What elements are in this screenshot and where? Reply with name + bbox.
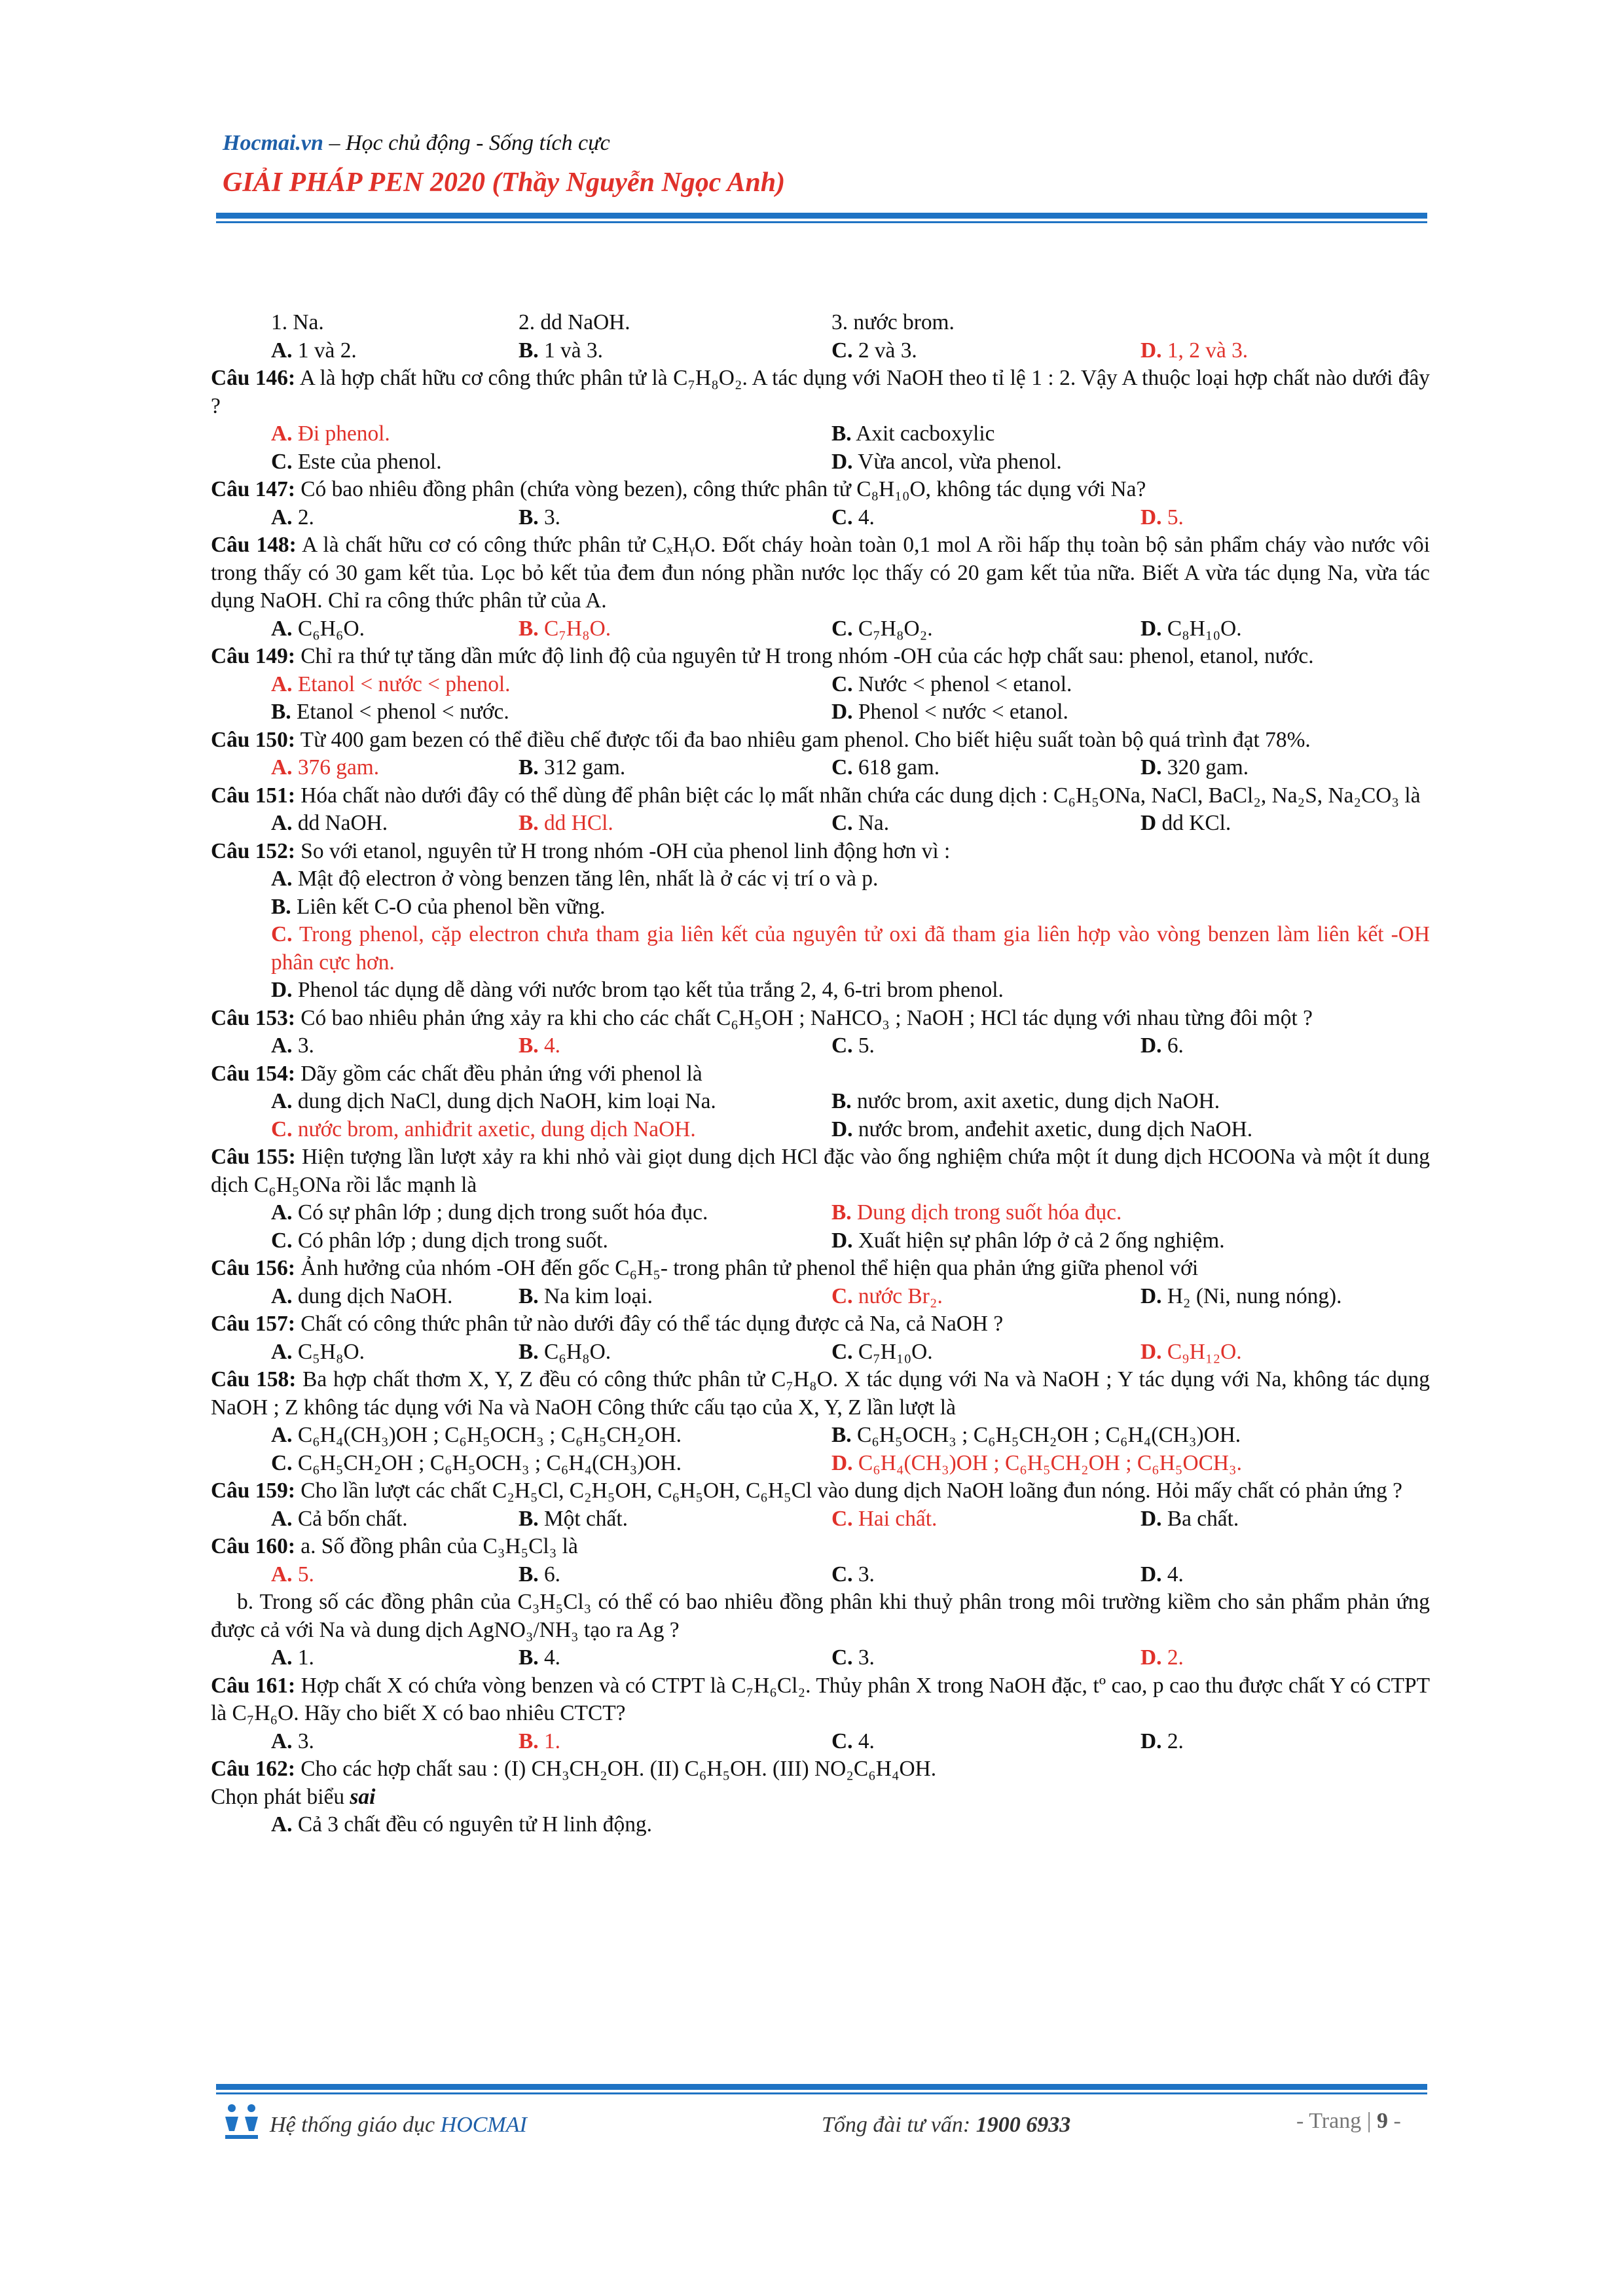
answer-option[interactable]: B. Etanol < phenol < nước.: [271, 700, 509, 724]
question-number: Câu 162:: [211, 1757, 295, 1781]
footer-left-text: Hệ thống giáo dục HOCMAI: [270, 2113, 527, 2137]
answer-option[interactable]: D. 1, 2 và 3.: [1140, 338, 1249, 363]
answer-row: [211, 1116, 1430, 1144]
answer-row: [211, 309, 1430, 337]
answer-row: [211, 1505, 1430, 1534]
question-text: Câu 150: Từ 400 gam bezen có thể điều chế được tối đa bao nhiêu gam phenol. Cho biết hiệu suất toàn bộ quá trình đạt 78%.: [211, 727, 1311, 752]
footer-hotline: Tổng đài tư vấn: 1900 6933: [822, 2113, 1071, 2137]
answer-option[interactable]: D. Xuất hiện sự phân lớp ở cả 2 ống nghiệm.: [831, 1228, 1225, 1253]
answer-option[interactable]: A. Mật độ electron ở vòng benzen tăng lên, nhất là ở các vị trí o và p.: [271, 867, 879, 891]
answer-option[interactable]: B. 6.: [519, 1562, 561, 1587]
answer-option[interactable]: A. 3.: [271, 1033, 314, 1058]
question-text: Câu 156: Ảnh hưởng của nhóm -OH đến gốc C₆H₅- trong phân tử phenol thể hiện qua phản ứng giữa phenol với: [211, 1256, 1199, 1280]
answer-option[interactable]: D. 2.: [1140, 1729, 1184, 1753]
question-text: Câu 148: A là chất hữu cơ có công thức phân tử CₓHᵧO. Đốt cháy hoàn toàn 0,1 mol A rồi hấp thụ toàn bộ sản phẩm cháy vào nước vôi trong thấy có 30 gam kết tủa. Lọc bỏ kết tủa đem đun nóng phần nước lọc thấy có 20 gam kết tủa nữa. Biết A vừa tác dụng Na, vừa tác dụng NaOH. Chỉ ra công thức phân tử của A.: [211, 533, 1430, 613]
answer-option[interactable]: A. 2.: [271, 505, 314, 529]
page-number: - Trang | 9 -: [1296, 2109, 1401, 2133]
answer-option[interactable]: D. 2.: [1140, 1645, 1184, 1670]
answer-option[interactable]: A. C₆H₆O.: [271, 616, 365, 641]
answer-row: [211, 754, 1430, 782]
question-number: Câu 156:: [211, 1256, 295, 1280]
answer-option[interactable]: A. dd NaOH.: [271, 811, 388, 835]
answer-option[interactable]: A. 3.: [271, 1729, 314, 1753]
answer-option[interactable]: B. 312 gam.: [519, 755, 626, 780]
question-text: Câu 157: Chất có công thức phân tử nào dưới đây có thể tác dụng được cả Na, cả NaOH ?: [211, 1312, 1004, 1336]
answer-option[interactable]: B. 1 và 3.: [519, 338, 603, 363]
answer-option[interactable]: C. 5.: [831, 1033, 875, 1058]
list-item: 2. dd NaOH.: [519, 310, 630, 334]
question-text: Câu 147: Có bao nhiêu đồng phân (chứa vòng bezen), công thức phân tử C₈H₁₀O, không tác dụng với Na?: [211, 477, 1146, 501]
brand-link[interactable]: Hocmai.vn: [223, 131, 323, 155]
question-text: Câu 152: So với etanol, nguyên tử H trong nhóm -OH của phenol linh động hơn vì :: [211, 838, 951, 863]
answer-option[interactable]: C. 4.: [831, 1729, 875, 1753]
question-text: Câu 162: Cho các hợp chất sau : (I) CH₃CH₂OH. (II) C₆H₅OH. (III) NO₂C₆H₄OH.: [211, 1757, 937, 1781]
answer-option[interactable]: D. 320 gam.: [1140, 755, 1249, 780]
footer-brand[interactable]: HOCMAI: [440, 2113, 527, 2137]
answer-option[interactable]: D. C₆H₄(CH₃)OH ; C₆H₅CH₂OH ; C₆H₅OCH₃.: [831, 1450, 1242, 1475]
answer-row: [211, 337, 1430, 365]
answer-option[interactable]: D. Vừa ancol, vừa phenol.: [831, 449, 1062, 474]
answer-option[interactable]: A. Có sự phân lớp ; dung dịch trong suốt hóa đục.: [271, 1200, 708, 1225]
question-number: Câu 153:: [211, 1005, 295, 1030]
answer-option[interactable]: D. Phenol < nước < etanol.: [831, 700, 1068, 724]
answer-option[interactable]: A. C₆H₄(CH₃)OH ; C₆H₅OCH₃ ; C₆H₅CH₂OH.: [271, 1423, 682, 1447]
footer-rule-thick: [216, 2084, 1427, 2090]
answer-option[interactable]: B. Một chất.: [519, 1506, 628, 1531]
answer-option[interactable]: D. C₉H₁₂O.: [1140, 1339, 1242, 1364]
answer-option[interactable]: A. 1 và 2.: [271, 338, 357, 363]
question-text: Câu 151: Hóa chất nào dưới đây có thể dùng để phân biệt các lọ mất nhãn chứa các dung dịch : C₆H₅ONa, NaCl, BaCl₂, Na₂S, Na₂CO₃ là: [211, 783, 1421, 808]
answer-option[interactable]: B. C₆H₈O.: [519, 1339, 611, 1364]
answer-row: [211, 1283, 1430, 1311]
question-text: Câu 149: Chỉ ra thứ tự tăng dần mức độ linh độ của nguyên tử H trong nhóm -OH của các hợp chất sau: phenol, etanol, nước.: [211, 644, 1314, 668]
answer-option[interactable]: C. Có phân lớp ; dung dịch trong suốt.: [271, 1228, 608, 1253]
footer-rule-thin: [216, 2092, 1427, 2094]
question-number: Câu 158:: [211, 1367, 297, 1391]
answer-row: [211, 504, 1430, 532]
question-text: Câu 160: a. Số đồng phân của C₃H₅Cl₃ là: [211, 1534, 578, 1558]
answer-option[interactable]: C. 3.: [831, 1645, 875, 1670]
header-tagline-line: [223, 131, 610, 156]
answer-option[interactable]: A. Etanol < nước < phenol.: [271, 672, 511, 696]
answer-option[interactable]: D. C₈H₁₀O.: [1140, 616, 1242, 641]
answer-option[interactable]: B. 1.: [519, 1729, 561, 1753]
answer-row: [211, 420, 1430, 448]
question-number: Câu 160:: [211, 1534, 295, 1558]
question-number: Câu 146:: [211, 366, 296, 390]
answer-option[interactable]: B. Dung dịch trong suốt hóa đục.: [831, 1200, 1122, 1225]
answer-option[interactable]: A. Cả 3 chất đều có nguyên tử H linh động.: [271, 1812, 652, 1837]
answer-option[interactable]: A. 5.: [271, 1562, 314, 1587]
answer-option[interactable]: C. nước Br₂.: [831, 1283, 943, 1308]
answer-row: [211, 1728, 1430, 1756]
question-number: Câu 157:: [211, 1312, 295, 1336]
answer-option[interactable]: B. Liên kết C-O của phenol bền vững.: [271, 894, 606, 919]
question-number: Câu 151:: [211, 783, 295, 808]
hotline-number: 1900 6933: [976, 2113, 1071, 2137]
answer-row: [211, 1561, 1430, 1589]
answer-row: [211, 1450, 1430, 1478]
answer-row: [211, 1032, 1430, 1060]
answer-option[interactable]: C. C₇H₁₀O.: [831, 1339, 933, 1364]
answer-option[interactable]: A. 376 gam.: [271, 755, 380, 780]
question-number: Câu 147:: [211, 477, 295, 501]
tagline: – Học chủ động - Sống tích cực: [323, 131, 610, 155]
answer-option[interactable]: A. Đi phenol.: [271, 422, 390, 446]
list-item: 3. nước brom.: [831, 310, 955, 334]
question-list: [211, 309, 1430, 1839]
answer-row: [211, 671, 1430, 699]
answer-option[interactable]: C. nước brom, anhiđrit axetic, dung dịch NaOH.: [271, 1117, 696, 1141]
answer-option[interactable]: C. Na.: [831, 811, 890, 835]
answer-option[interactable]: B. 4.: [519, 1645, 561, 1670]
answer-option[interactable]: C. Este của phenol.: [271, 449, 442, 474]
instruction-text: Chọn phát biểu sai: [211, 1784, 376, 1809]
answer-option[interactable]: B. Na kim loại.: [519, 1283, 653, 1308]
answer-option[interactable]: B. Axit cacboxylic: [831, 422, 995, 446]
question-text: Câu 161: Hợp chất X có chứa vòng benzen và có CTPT là C₇H₆Cl₂. Thủy phân X trong NaOH đặc, tº cao, p cao thu được chất Y có CTPT là C₇H₆O. Hãy cho biết X có bao nhiêu CTCT?: [211, 1673, 1430, 1725]
answer-option[interactable]: C. Hai chất.: [831, 1506, 938, 1531]
answer-row: [211, 698, 1430, 726]
question-number: Câu 161:: [211, 1673, 296, 1698]
answer-row: [211, 1088, 1430, 1116]
question-text: Câu 155: Hiện tượng lần lượt xảy ra khi nhỏ vài giọt dung dịch HCl đặc vào ống nghiệm chứa một ít dung dịch HCOONa và một ít dung dịch C₆H₅ONa rồi lắc mạnh là: [211, 1145, 1430, 1197]
hocmai-logo-icon: [223, 2102, 261, 2142]
answer-option[interactable]: A. dung dịch NaOH.: [271, 1283, 453, 1308]
answer-option[interactable]: C. C₆H₅CH₂OH ; C₆H₅OCH₃ ; C₆H₄(CH₃)OH.: [271, 1450, 682, 1475]
answer-option[interactable]: B. 3.: [519, 505, 561, 529]
answer-row: [211, 1422, 1430, 1450]
answer-option[interactable]: D. H₂ (Ni, nung nóng).: [1140, 1283, 1342, 1308]
answer-option[interactable]: D. Phenol tác dụng dễ dàng với nước brom tạo kết tủa trắng 2, 4, 6-tri brom phenol.: [271, 978, 1004, 1002]
answer-option[interactable]: B. 4.: [519, 1033, 561, 1058]
document-title: GIẢI PHÁP PEN 2020 (Thầy Nguyễn Ngọc Anh): [223, 168, 786, 198]
question-text: Câu 146: A là hợp chất hữu cơ công thức phân tử là C₇H₈O₂. A tác dụng với NaOH theo tỉ lệ 1 : 2. Vậy A thuộc loại hợp chất nào dưới đây ?: [211, 366, 1430, 418]
answer-row: [211, 1644, 1430, 1672]
answer-row: [211, 810, 1430, 838]
answer-option[interactable]: C. Nước < phenol < etanol.: [831, 672, 1072, 696]
question-number: Câu 149:: [211, 644, 295, 668]
answer-row: [211, 1199, 1430, 1227]
answer-option[interactable]: B. nước brom, axit axetic, dung dịch NaOH.: [831, 1089, 1220, 1113]
answer-row: [211, 448, 1430, 476]
question-number: Câu 155:: [211, 1145, 296, 1169]
answer-option[interactable]: D. Ba chất.: [1140, 1506, 1239, 1531]
header-rule-thin: [216, 221, 1427, 223]
answer-option[interactable]: C. 4.: [831, 505, 875, 529]
question-text: Câu 153: Có bao nhiêu phản ứng xảy ra khi cho các chất C₆H₅OH ; NaHCO₃ ; NaOH ; HCl tác dụng với nhau từng đôi một ?: [211, 1005, 1313, 1030]
answer-option[interactable]: A. 1.: [271, 1645, 314, 1670]
answer-option[interactable]: D. 6.: [1140, 1033, 1184, 1058]
answer-option[interactable]: D dd KCl.: [1140, 811, 1231, 835]
answer-option[interactable]: D. 5.: [1140, 505, 1184, 529]
question-number: Câu 148:: [211, 533, 297, 557]
list-item: 1. Na.: [271, 310, 324, 334]
answer-option[interactable]: A. C₅H₈O.: [271, 1339, 365, 1364]
answer-option[interactable]: B. C₇H₈O.: [519, 616, 611, 641]
answer-option[interactable]: C. C₇H₈O₂.: [831, 616, 933, 641]
answer-option[interactable]: A. Cả bốn chất.: [271, 1506, 408, 1531]
answer-option[interactable]: C. 2 và 3.: [831, 338, 917, 363]
answer-row: [211, 1338, 1430, 1367]
question-text: Câu 154: Dãy gồm các chất đều phản ứng với phenol là: [211, 1061, 702, 1086]
question-text: Câu 158: Ba hợp chất thơm X, Y, Z đều có công thức phân tử C₇H₈O. X tác dụng với Na và NaOH ; Y tác dụng với Na, không tác dụng NaOH ; Z không tác dụng với Na và NaOH Công thức cấu tạo của X, Y, Z lần lượt là: [211, 1367, 1430, 1420]
header-rule-thick: [216, 213, 1427, 219]
answer-option[interactable]: D. 4.: [1140, 1562, 1184, 1587]
answer-option[interactable]: C. 3.: [831, 1562, 875, 1587]
answer-option[interactable]: B. dd HCl.: [519, 811, 613, 835]
question-number: Câu 159:: [211, 1479, 295, 1503]
question-number: Câu 150:: [211, 727, 295, 752]
answer-option[interactable]: B. C₆H₅OCH₃ ; C₆H₅CH₂OH ; C₆H₄(CH₃)OH.: [831, 1423, 1241, 1447]
answer-row: [211, 1227, 1430, 1255]
answer-option[interactable]: C. 618 gam.: [831, 755, 940, 780]
answer-row: [211, 615, 1430, 643]
question-text: Câu 159: Cho lần lượt các chất C₂H₅Cl, C₂H₅OH, C₆H₅OH, C₆H₅Cl vào dung dịch NaOH loãng đun nóng. Hỏi mấy chất có phản ứng ?: [211, 1479, 1402, 1503]
answer-option[interactable]: A. dung dịch NaCl, dung dịch NaOH, kim loại Na.: [271, 1089, 716, 1113]
sub-question-text: b. Trong số các đồng phân của C₃H₅Cl₃ có thể có bao nhiêu đồng phân khi thuỷ phân trong môi trường kiềm cho sản phẩm phản ứng được cả với Na và dung dịch AgNO₃/NH₃ tạo ra Ag ?: [211, 1590, 1430, 1642]
answer-option[interactable]: C. Trong phenol, cặp electron chưa tham gia liên kết của nguyên tử oxi đã tham gia liên hợp vào vòng benzen làm liên kết -OH phân cực hơn.: [271, 922, 1430, 975]
answer-option[interactable]: D. nước brom, anđehit axetic, dung dịch NaOH.: [831, 1117, 1253, 1141]
question-number: Câu 154:: [211, 1061, 295, 1086]
question-number: Câu 152:: [211, 838, 295, 863]
